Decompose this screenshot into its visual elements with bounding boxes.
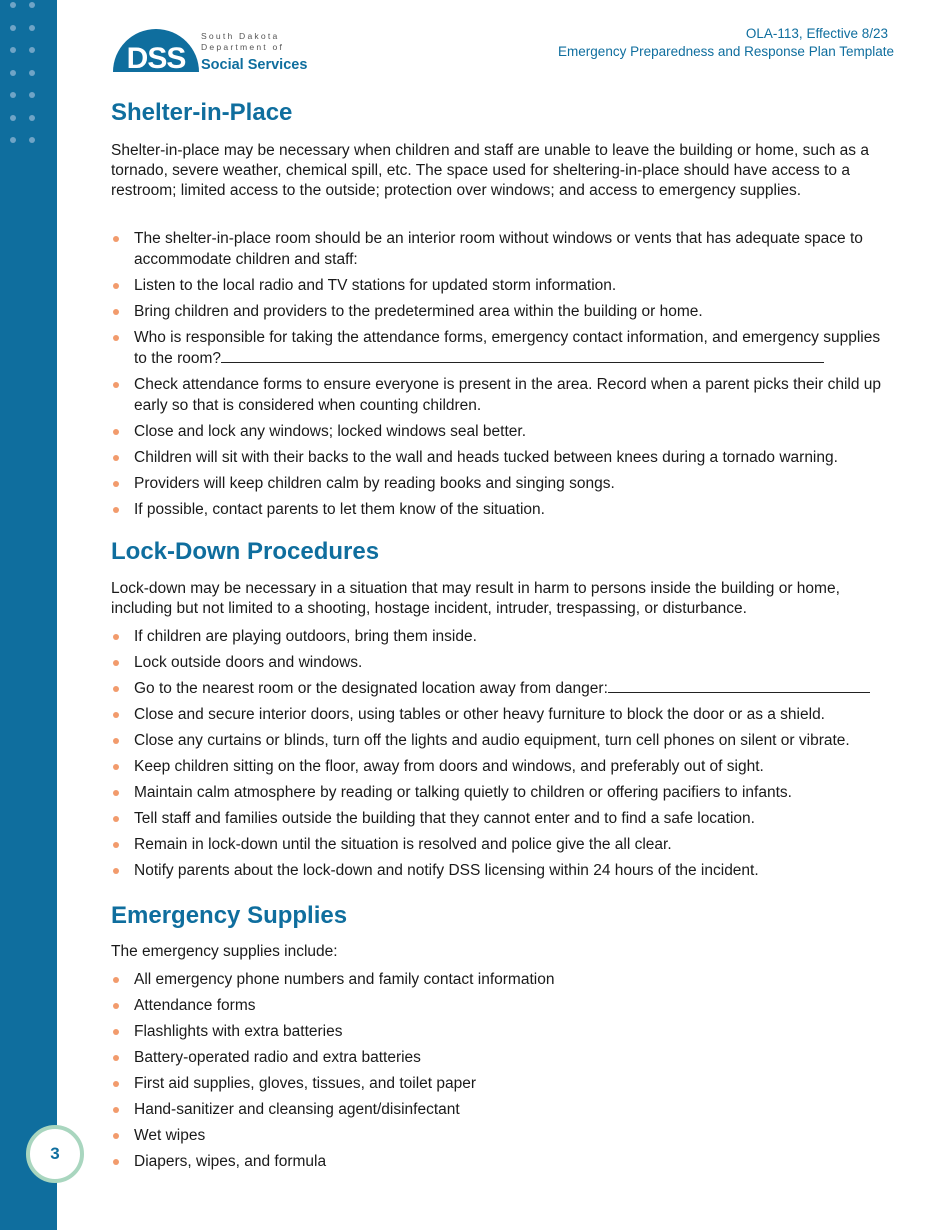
logo-department-text: South Dakota Department of [201, 31, 285, 52]
list-item-text: Providers will keep children calm by reading books and singing songs. [134, 475, 615, 492]
list-item-text: Battery-operated radio and extra batteries [134, 1049, 421, 1066]
list-item [111, 1021, 896, 1042]
list-item-text: The shelter-in-place room should be an interior room without windows or vents that has adequate space to accommodate children and staff: [134, 230, 863, 268]
list-item-text: Keep children sitting on the floor, away from doors and windows, and preferably out of sight. [134, 758, 764, 775]
form-id: OLA-113, Effective 8/23 [745, 26, 888, 41]
decorative-dot [29, 2, 35, 8]
shelter-heading: Shelter-in-Place [111, 99, 293, 126]
list-item-text: Check attendance forms to ensure everyone is present in the area. Record when a parent picks their child up early so that is considered when counting children. [134, 376, 881, 414]
lockdown-list [111, 626, 896, 886]
lockdown-heading: Lock-Down Procedures [111, 538, 380, 565]
list-item-text: Notify parents about the lock-down and notify DSS licensing within 24 hours of the incident. [134, 862, 759, 879]
list-item-text: Flashlights with extra batteries [134, 1023, 343, 1040]
supplies-list [111, 969, 896, 1177]
list-item-text: Maintain calm atmosphere by reading or talking quietly to children or offering pacifiers to infants. [134, 784, 792, 801]
decorative-dot [29, 70, 35, 76]
decorative-dot [10, 137, 16, 143]
list-item [111, 473, 896, 494]
fill-in-blank-line[interactable] [608, 678, 870, 693]
header-form-info [558, 25, 894, 61]
list-item [111, 678, 896, 699]
decorative-dot [29, 137, 35, 143]
list-item [111, 730, 896, 751]
shelter-list [111, 228, 896, 525]
list-item-text: Bring children and providers to the predetermined area within the building or home. [134, 303, 703, 320]
lockdown-intro: Lock-down may be necessary in a situation that may result in harm to persons inside the building or home, including but not limited to a shooting, hostage incident, intruder, trespassing, or disturbance. [111, 580, 840, 617]
list-item-text: Close and secure interior doors, using tables or other heavy furniture to block the door or as a shield. [134, 706, 825, 723]
supplies-intro: The emergency supplies include: [111, 943, 338, 960]
list-item [111, 228, 896, 270]
decorative-dot [10, 115, 16, 121]
list-item-text: If children are playing outdoors, bring them inside. [134, 628, 477, 645]
list-item-text: Wet wipes [134, 1127, 206, 1144]
list-item [111, 626, 896, 647]
list-item-text: Lock outside doors and windows. [134, 654, 363, 671]
list-item-text: Listen to the local radio and TV stations for updated storm information. [134, 277, 617, 294]
list-item [111, 301, 896, 322]
list-item [111, 447, 896, 468]
logo-social-services: Social Services [201, 57, 308, 73]
list-item [111, 995, 896, 1016]
list-item-text: All emergency phone numbers and family contact information [134, 971, 555, 988]
supplies-heading: Emergency Supplies [111, 902, 348, 929]
list-item [111, 1099, 896, 1120]
list-item [111, 652, 896, 673]
list-item [111, 374, 896, 416]
decorative-dot [29, 47, 35, 53]
list-item [111, 421, 896, 442]
decorative-dot [10, 47, 16, 53]
decorative-dot [29, 115, 35, 121]
decorative-dot [29, 92, 35, 98]
dss-logo [111, 28, 321, 78]
decorative-dot [10, 70, 16, 76]
shelter-intro: Shelter-in-place may be necessary when children and staff are unable to leave the building or home, such as a tornado, severe weather, chemical spill, etc. The space used for sheltering-in-place should have access to a restroom; limited access to the outside; protection over windows; and access to emergency supplies. [111, 142, 869, 199]
page-number: 3 [26, 1125, 84, 1183]
decorative-dot [10, 92, 16, 98]
list-item [111, 969, 896, 990]
list-item [111, 756, 896, 777]
dss-logo-mark [111, 28, 201, 74]
template-title: Emergency Preparedness and Response Plan Template [558, 44, 894, 59]
left-sidebar-band [0, 0, 57, 1230]
list-item [111, 1073, 896, 1094]
list-item-text: If possible, contact parents to let them know of the situation. [134, 501, 545, 518]
list-item [111, 1125, 896, 1146]
list-item-text: Remain in lock-down until the situation is resolved and police give the all clear. [134, 836, 672, 853]
svg-text:DSS: DSS [126, 42, 186, 74]
list-item [111, 1047, 896, 1068]
list-item-text: Diapers, wipes, and formula [134, 1153, 327, 1170]
list-item-text: Attendance forms [134, 997, 256, 1014]
list-item-text: Close any curtains or blinds, turn off the lights and audio equipment, turn cell phones on silent or vibrate. [134, 732, 850, 749]
list-item [111, 834, 896, 855]
list-item-text: Children will sit with their backs to the wall and heads tucked between knees during a tornado warning. [134, 449, 838, 466]
decorative-dot [10, 2, 16, 8]
list-item [111, 704, 896, 725]
fill-in-blank-line[interactable] [221, 348, 824, 363]
list-item-text: Tell staff and families outside the building that they cannot enter and to find a safe location. [134, 810, 755, 827]
list-item-text: Hand-sanitizer and cleansing agent/disinfectant [134, 1101, 460, 1118]
list-item [111, 1151, 896, 1172]
list-item [111, 860, 896, 881]
list-item [111, 275, 896, 296]
list-item [111, 499, 896, 520]
list-item [111, 808, 896, 829]
list-item [111, 327, 896, 369]
list-item [111, 782, 896, 803]
list-item-text: Who is responsible for taking the attendance forms, emergency contact information, and emergency supplies to the room? [134, 329, 881, 367]
list-item-text: Close and lock any windows; locked windows seal better. [134, 423, 527, 440]
list-item-text: Go to the nearest room or the designated location away from danger: [134, 680, 608, 697]
list-item-text: First aid supplies, gloves, tissues, and toilet paper [134, 1075, 477, 1092]
decorative-dot [10, 25, 16, 31]
decorative-dot [29, 25, 35, 31]
